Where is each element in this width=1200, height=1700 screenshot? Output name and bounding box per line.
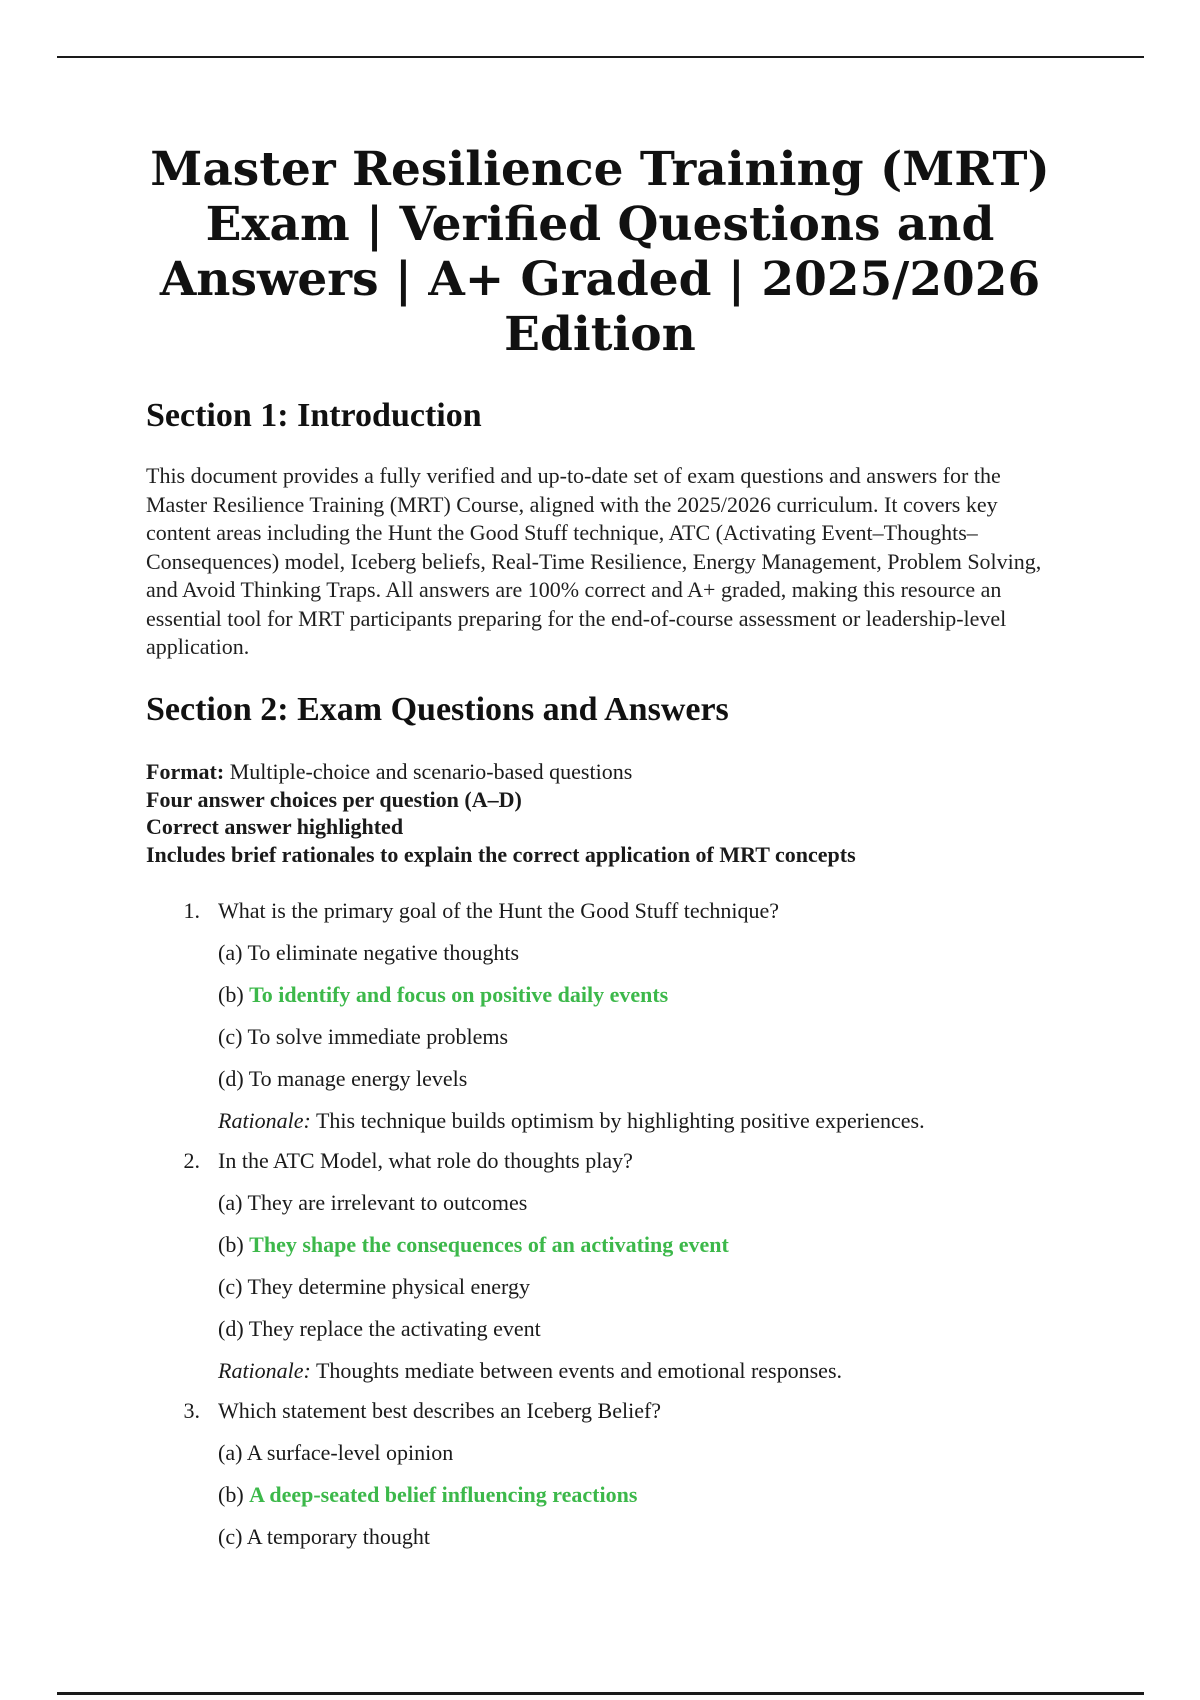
- option-text: To eliminate negative thoughts: [247, 940, 520, 965]
- option-b-correct: [218, 1230, 1126, 1260]
- option-d: [218, 1064, 1126, 1094]
- format-line-highlighted: Correct answer highlighted: [146, 814, 404, 839]
- option-letter: (b): [218, 1232, 244, 1257]
- question-number: 2.: [183, 1148, 200, 1173]
- option-text: They are irrelevant to outcomes: [247, 1190, 528, 1215]
- rationale-label: Rationale:: [218, 1358, 311, 1383]
- question-text: Which statement best describes an Iceberg Belief?: [218, 1398, 662, 1423]
- correct-answer-text: To identify and focus on positive daily events: [249, 982, 669, 1007]
- rationale-text: Thoughts mediate between events and emotional responses.: [315, 1358, 843, 1383]
- option-text: To manage energy levels: [248, 1066, 468, 1091]
- option-a: [218, 1188, 1126, 1218]
- rationale-label: Rationale:: [218, 1108, 311, 1133]
- question-list: [146, 896, 1126, 1552]
- option-letter: (a): [218, 940, 243, 965]
- question-number: 3.: [183, 1398, 200, 1423]
- option-a: [218, 938, 1126, 968]
- document-title: Master Resilience Training (MRT) Exam | Verified Questions and Answers | A+ Graded | 2025/2026 Edition: [150, 142, 1050, 362]
- option-letter: (a): [218, 1440, 243, 1465]
- section-1-heading: Section 1: Introduction: [146, 397, 482, 434]
- option-letter: (d): [218, 1066, 244, 1091]
- option-d: [218, 1314, 1126, 1344]
- option-b-correct: [218, 1480, 1126, 1510]
- question-3: [146, 1396, 1126, 1552]
- option-letter: (d): [218, 1316, 244, 1341]
- option-c: [218, 1522, 1126, 1552]
- question-number: 1.: [183, 898, 200, 923]
- question-2: [146, 1146, 1126, 1386]
- option-text: They determine physical energy: [247, 1274, 530, 1299]
- section-1-body: This document provides a fully verified and up-to-date set of exam questions and answers for the Master Resilience Training (MRT) Course, aligned with the 2025/2026 curriculum. It covers key content areas including the Hunt the Good Stuff technique, ATC (Activating Event–Thoughts–Consequences) model, Iceberg beliefs, Real-Time Resilience, Energy Management, Problem Solving, and Avoid Thinking Traps. All answers are 100% correct and A+ graded, making this resource an essential tool for MRT participants preparing for the end-of-course assessment or leadership-level application.: [146, 463, 1042, 659]
- format-label: Format:: [146, 759, 225, 784]
- option-letter: (c): [218, 1024, 243, 1049]
- option-letter: (c): [218, 1274, 243, 1299]
- rationale-text: This technique builds optimism by highlighting positive experiences.: [315, 1108, 925, 1133]
- rationale: [218, 1356, 1126, 1386]
- option-letter: (a): [218, 1190, 243, 1215]
- option-b-correct: [218, 980, 1126, 1010]
- option-text: A surface-level opinion: [246, 1440, 454, 1465]
- top-rule: [57, 56, 1144, 58]
- option-c: [218, 1022, 1126, 1052]
- rationale: [218, 1106, 1126, 1136]
- option-c: [218, 1272, 1126, 1302]
- option-text: A temporary thought: [246, 1524, 431, 1549]
- format-line: [146, 758, 1126, 786]
- option-text: They replace the activating event: [248, 1316, 541, 1341]
- option-text: To solve immediate problems: [247, 1024, 509, 1049]
- correct-answer-text: They shape the consequences of an activating event: [249, 1232, 729, 1257]
- option-a: [218, 1438, 1126, 1468]
- bottom-rule: [57, 1692, 1144, 1695]
- format-value: Multiple-choice and scenario-based questions: [229, 759, 633, 784]
- option-letter: (b): [218, 1482, 244, 1507]
- option-letter: (c): [218, 1524, 243, 1549]
- question-text: In the ATC Model, what role do thoughts play?: [218, 1148, 633, 1173]
- question-text: What is the primary goal of the Hunt the Good Stuff technique?: [218, 898, 780, 923]
- format-block: [146, 758, 1126, 868]
- correct-answer-text: A deep-seated belief influencing reactions: [249, 1482, 638, 1507]
- section-2-heading: Section 2: Exam Questions and Answers: [146, 691, 729, 728]
- format-line-rationales: Includes brief rationales to explain the correct application of MRT concepts: [146, 841, 856, 867]
- format-line-answer-choices: Four answer choices per question (A–D): [146, 786, 522, 812]
- question-1: [146, 896, 1126, 1136]
- option-letter: (b): [218, 982, 244, 1007]
